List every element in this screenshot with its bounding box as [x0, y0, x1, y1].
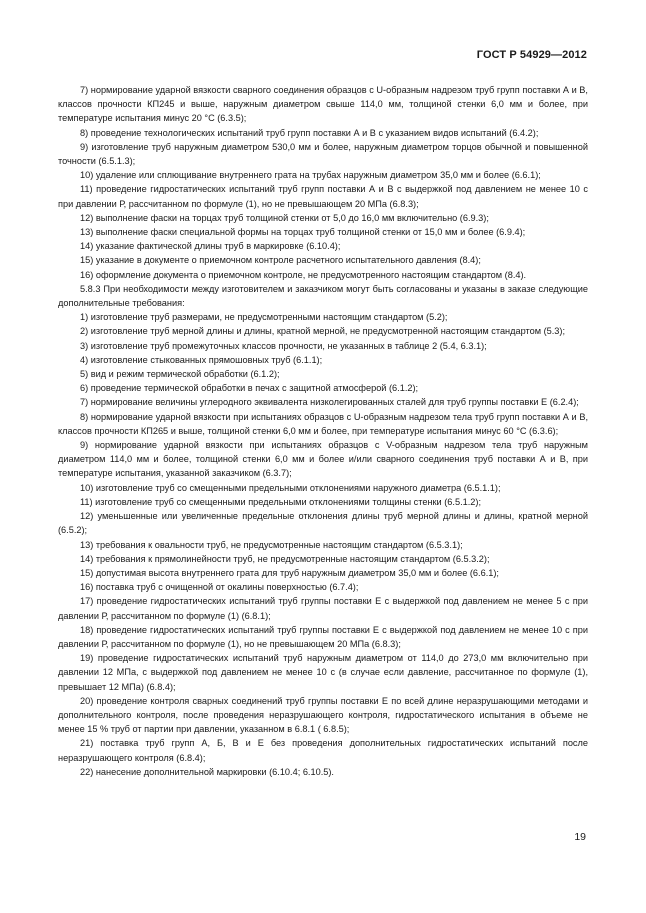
list-item: 16) поставка труб с очищенной от окалины поверхностью (6.7.4); — [80, 582, 359, 593]
list-item: 9) нормирование ударной вязкости при испытаниях образцов с V-образным надрезом тела труб наружным диаметром 114,0 мм и более, толщиной стенки 6,0 мм и более и/или сварного соединения труб поставки А и В, при температуре испытания, указанной заказчиком (6.3.7); — [58, 440, 588, 479]
list-item: 13) требования к овальности труб, не предусмотренные настоящим стандартом (6.5.3.1); — [80, 539, 463, 550]
list-item: 11) проведение гидростатических испытаний труб групп поставки А и В с выдержкой под давлением не менее 10 с при давлении Р, рассчитанном по формуле (1), но не превышающем 20 МПа (6.8.3); — [58, 184, 588, 209]
list-item: 12) выполнение фаски на торцах труб толщиной стенки от 5,0 до 16,0 мм включительно (6.9.3); — [80, 212, 489, 223]
page-number: 19 — [574, 831, 586, 843]
list-item: 5) вид и режим термической обработки (6.1.2); — [80, 369, 280, 380]
list-item: 2) изготовление труб мерной длины и длины, кратной мерной, не предусмотренной настоящим стандартом (5.3); — [80, 326, 566, 337]
list-item: 15) указание в документе о приемочном контроле расчетного испытательного давления (8.4); — [80, 255, 481, 266]
list-item: 6) проведение термической обработки в печах с защитной атмосферой (6.1.2); — [80, 383, 419, 394]
list-item: 16) оформление документа о приемочном контроле, не предусмотренного настоящим стандартом (8.4). — [80, 269, 527, 280]
list-item: 22) нанесение дополнительной маркировки (6.10.4; 6.10.5). — [80, 766, 334, 777]
list-item: 9) изготовление труб наружным диаметром 530,0 мм и более, наружным диаметром торцов обычной и повышенной точности (6.5.1.3); — [58, 141, 588, 167]
list-item: 10) удаление или сплющивание внутреннего грата на трубах наружным диаметром 35,0 мм и более (6.6.1); — [80, 170, 541, 181]
list-item: 13) выполнение фаски специальной формы на торцах труб толщиной стенки от 15,0 мм и более (6.9.4); — [80, 227, 526, 238]
document-code: ГОСТ Р 54929—2012 — [476, 49, 587, 61]
list-item: 12) уменьшенные или увеличенные предельные отклонения длины труб мерной длины и длины, кратной мерной (6.5.2); — [58, 511, 588, 536]
list-item: 7) нормирование ударной вязкости сварного соединения образцов с U-образным надрезом труб групп поставки А и В, классов прочности КП245 и выше, наружным диаметром свыше 114,0 мм, толщиной стенки 6,0 мм и более, при температуре испытания минус 20 °С (6.3.5); — [58, 85, 588, 124]
list-item: 8) проведение технологических испытаний труб групп поставки А и В с указанием видов испытаний (6.4.2); — [80, 127, 539, 138]
list-item: 1) изготовление труб размерами, не предусмотренными настоящим стандартом (5.2); — [80, 312, 448, 323]
list-item: 4) изготовление стыкованных прямошовных труб (6.1.1); — [80, 354, 323, 365]
list-item: 11) изготовление труб со смещенными предельными отклонениями толщины стенки (6.5.1.2); — [80, 496, 482, 507]
list-item: 15) допустимая высота внутреннего грата для труб наружным диаметром 35,0 мм и более (6.6.1); — [80, 567, 499, 578]
list-item: 17) проведение гидростатических испытаний труб группы поставки Е с выдержкой под давлением не менее 5 с при давлении Р, рассчитанном по формуле (1) (6.8.1); — [58, 596, 588, 621]
document-body — [58, 83, 588, 779]
list-item: 18) проведение гидростатических испытаний труб группы поставки Е с выдержкой под давлением не менее 10 с при давлении Р, рассчитанном по формуле (1), но не превышающем 20 МПа (6.8.3); — [58, 624, 588, 649]
list-item: 10) изготовление труб со смещенными предельными отклонениями наружного диаметра (6.5.1.1); — [80, 482, 501, 493]
list-item: 14) требования к прямолинейности труб, не предусмотренные настоящим стандартом (6.5.3.2); — [80, 553, 490, 564]
list-item: 5.8.3 При необходимости между изготовителем и заказчиком могут быть согласованы и указаны в заказе следующие дополнительные требования: — [58, 283, 588, 309]
list-item: 20) проведение контроля сварных соединений труб группы поставки Е по всей длине неразрушающими методами и дополнительного контроля, после проведения неразрушающего контроля, гидростатического испытания в объеме не менее 15 % труб от партии при давлении, указанном в 6.8.1 ( 6.8.5); — [58, 695, 588, 735]
list-item: 7) нормирование величины углеродного эквивалента низколегированных сталей для труб группы поставки Е (6.2.4); — [80, 397, 579, 408]
list-item: 3) изготовление труб промежуточных классов прочности, не указанных в таблице 2 (5.4, 6.3.1); — [80, 340, 487, 351]
list-item: 8) нормирование ударной вязкости при испытаниях образцов с U-образным надрезом тела труб групп поставки А и В, классов прочности КП265 и выше, толщиной стенки 6,0 мм и более, при температуре испытания минус 60 °С (6.3.6); — [58, 411, 588, 436]
list-item: 21) поставка труб групп А, Б, В и Е без проведения дополнительных гидростатических испытаний после неразрушающего контроля (6.8.4); — [58, 738, 588, 763]
list-item: 14) указание фактической длины труб в маркировке (6.10.4); — [80, 241, 341, 252]
list-item: 19) проведение гидростатических испытаний труб наружным диаметром от 114,0 до 273,0 мм включительно при давлении 12 МПа, с выдержкой под давлением не менее 10 с (в случае если давление, рассчитанное по формуле (1), превышает 12 МПа) (6.8.4); — [58, 653, 588, 692]
